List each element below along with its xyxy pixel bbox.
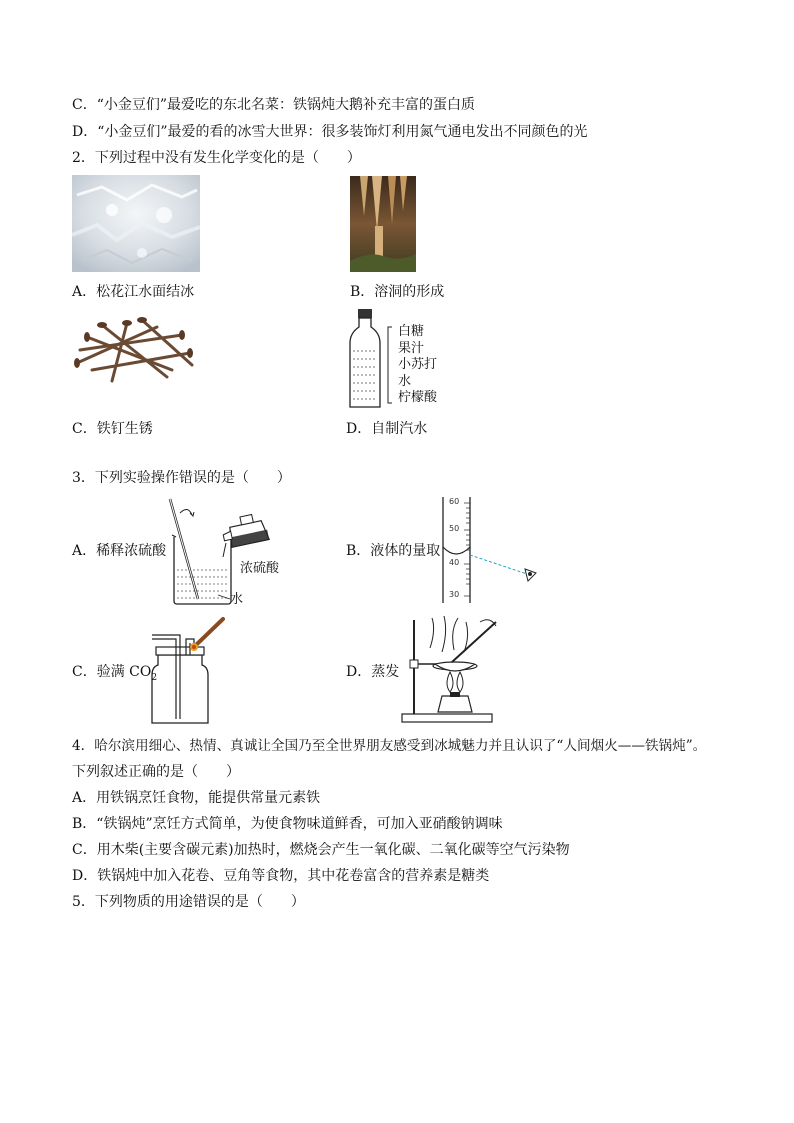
- rusty-nails-photo: [72, 315, 198, 387]
- q2-option-b: B．溶洞的形成: [350, 284, 445, 300]
- q4-option-b: B．“铁锅炖”烹饪方式简单，为使食物味道鲜香，可加入亚硝酸钠调味: [72, 816, 503, 832]
- q4-option-c: C．用木柴(主要含碳元素)加热时，燃烧会产生一氧化碳、二氧化碳等空气污染物: [72, 842, 570, 858]
- q1-option-d: D．“小金豆们”最爱的看的冰雪大世界：很多装饰灯利用氮气通电发出不同颜色的光: [72, 124, 588, 140]
- soda-ingredient-list: [398, 324, 437, 407]
- q3-option-c: [72, 663, 157, 687]
- frozen-river-photo: [72, 175, 200, 272]
- acid-label: 浓硫酸: [240, 561, 280, 576]
- tick-60: 60: [449, 497, 460, 506]
- q4-option-a: A．用铁锅烹饪食物，能提供常量元素铁: [72, 790, 321, 806]
- q2-option-c: C．铁钉生锈: [72, 421, 153, 437]
- q5-stem: 5．下列物质的用途错误的是（ ）: [72, 894, 305, 910]
- tick-40: 40: [449, 558, 460, 567]
- dilute-acid-diagram: [160, 495, 290, 610]
- evaporation-diagram: [400, 612, 520, 726]
- q2-stem: 2．下列过程中没有发生化学变化的是（ ）: [72, 150, 361, 166]
- cave-photo: [350, 176, 416, 272]
- water-label: 水: [230, 592, 244, 607]
- q3-option-b: B．液体的量取: [346, 543, 441, 559]
- q4-option-d: D．铁锅炖中加入花卷、豆角等食物，其中花卷富含的营养素是糖类: [72, 868, 490, 884]
- ingredient-juice: 果汁: [398, 340, 425, 356]
- co2-check-diagram: [148, 615, 238, 727]
- q2-option-d: D．自制汽水: [346, 421, 428, 437]
- ingredient-water: 水: [398, 373, 412, 389]
- ingredient-baking-soda: 小苏打: [398, 357, 438, 372]
- tick-50: 50: [449, 524, 460, 533]
- ingredient-citric-acid: 柠檬酸: [398, 390, 438, 405]
- ingredient-sugar: 白糖: [398, 324, 425, 339]
- soda-bottle-diagram: [346, 307, 396, 410]
- q3-option-c-text: C．验满 CO: [72, 664, 152, 680]
- q4-stem-continued: 下列叙述正确的是（ ）: [72, 764, 240, 780]
- q3-option-a: A．稀释浓硫酸: [72, 543, 167, 559]
- tick-30: 30: [449, 590, 460, 599]
- q3-option-d: D．蒸发: [346, 664, 400, 680]
- q3-stem: 3．下列实验操作错误的是（ ）: [72, 470, 291, 486]
- q4-stem: 4．哈尔滨用细心、热情、真诚让全国乃至全世界朋友感受到冰城魅力并且认识了“人间烟火——铁锅炖”。: [72, 738, 707, 754]
- co2-subscript: 2: [151, 672, 158, 683]
- q2-option-a: A．松花江水面结冰: [72, 284, 195, 300]
- q1-option-c: C．“小金豆们”最爱吃的东北名菜：铁锅炖大鹅补充丰富的蛋白质: [72, 97, 476, 113]
